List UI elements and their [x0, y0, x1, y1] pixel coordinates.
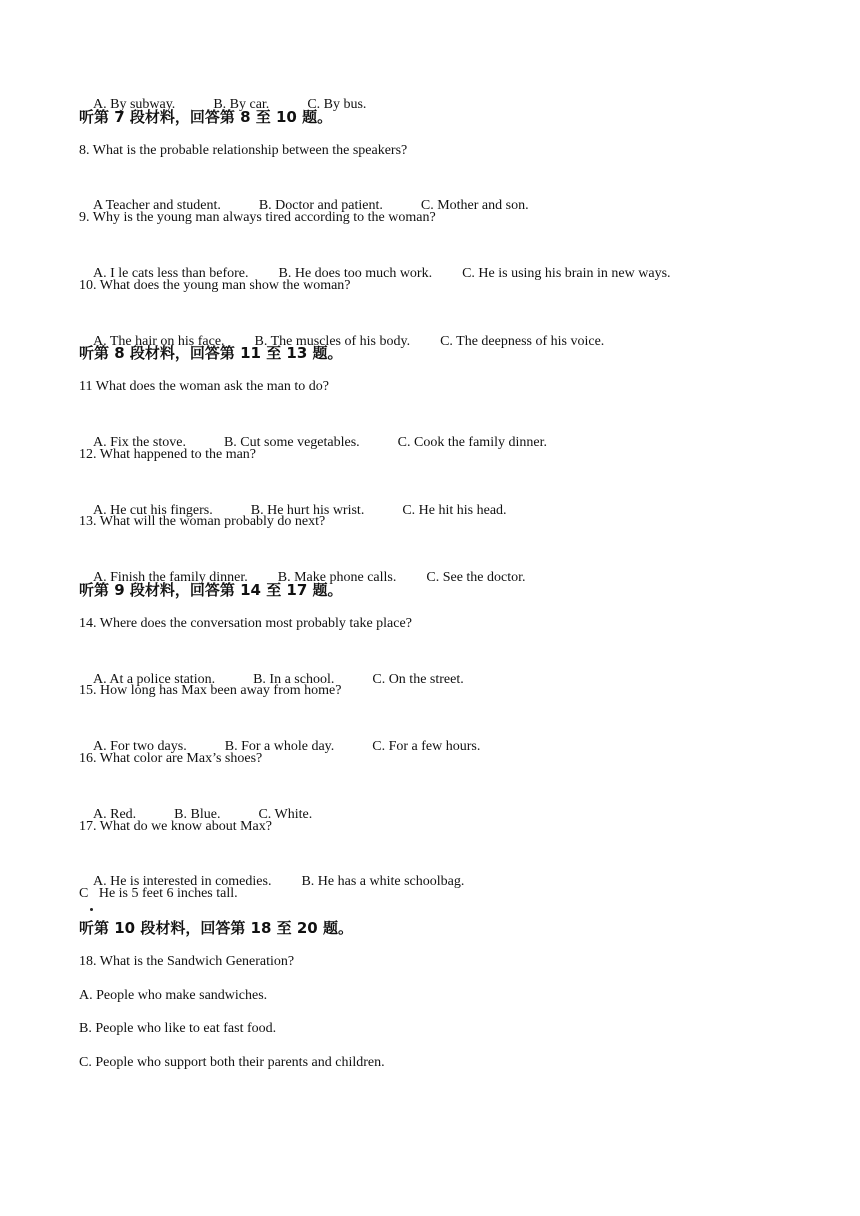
options-line: [79, 478, 799, 518]
option-b: B. Cut some vegetables.: [223, 434, 360, 450]
question-15: 15. How long has Max been away from home?: [79, 683, 342, 699]
options-line: [79, 545, 799, 586]
question-9: 9. Why is the young man always tired according to the woman?: [79, 210, 436, 226]
option-c: C. See the doctor.: [426, 570, 526, 586]
question-14: 14. Where does the conversation most probably take place?: [79, 615, 412, 631]
option-c: C. Cook the family dinner.: [397, 434, 547, 450]
options-line: [79, 782, 799, 822]
section-heading: 听第 9 段材料，回答第 14 至 17 题。: [79, 580, 343, 599]
question-16: 16. What color are Max’s shoes?: [79, 750, 263, 766]
option-c: C. For a few hours.: [372, 739, 481, 755]
option-c-line: C He is 5 feet 6 inches tall.: [79, 886, 238, 902]
option-a: A. He is interested in comedies.: [93, 874, 272, 890]
section-heading: 听第 10 段材料，回答第 18 至 20 题。: [79, 918, 353, 937]
question-8: 8. What is the probable relationship between the speakers?: [79, 142, 408, 158]
option-b: B. He does too much work.: [278, 265, 433, 281]
options-line: [79, 849, 799, 890]
option-a: A. Red.: [93, 806, 137, 822]
section-heading: 听第 7 段材料，回答第 8 至 10 题。: [79, 107, 333, 126]
options-line: [79, 410, 799, 450]
option-b: B. In a school.: [253, 671, 335, 687]
option-b: B. The muscles of his body.: [254, 333, 411, 349]
option-a: A. For two days.: [93, 739, 187, 755]
options-line: [79, 309, 799, 349]
option-b: B. For a whole day.: [224, 739, 335, 755]
option-c: C. He hit his head.: [402, 502, 507, 518]
option-a: A. I le cats less than before.: [93, 265, 249, 281]
question-13: 13. What will the woman probably do next?: [79, 514, 326, 530]
question-17: 17. What do we know about Max?: [79, 818, 272, 834]
option-a: A. Fix the stove.: [93, 434, 186, 450]
options-line: [79, 241, 799, 281]
option-a: A. By subway.: [93, 97, 176, 112]
options-line: [79, 173, 799, 214]
option-c: C. Mother and son.: [420, 198, 529, 214]
option-b: B. Blue.: [174, 806, 221, 822]
options-line: [79, 647, 799, 687]
stray-dot-mark: [90, 908, 93, 911]
option-b: B. Make phone calls.: [277, 570, 397, 586]
option-a: A. Finish the family dinner.: [93, 570, 248, 586]
option-b: B. He hurt his wrist.: [250, 502, 365, 518]
option-c: C. By bus.: [307, 97, 367, 112]
option-c: C. White.: [258, 806, 313, 822]
option-a-line: A. People who make sandwiches.: [79, 987, 268, 1003]
option-c: C. The deepness of his voice.: [440, 333, 605, 349]
section-heading: 听第 8 段材料，回答第 11 至 13 题。: [79, 344, 343, 363]
option-a: A. At a police station.: [93, 671, 216, 687]
options-line: [79, 72, 799, 112]
option-b-line: B. People who like to eat fast food.: [79, 1021, 277, 1037]
option-b: B. Doctor and patient.: [258, 198, 383, 214]
option-a: A. The hair on his face.: [93, 333, 225, 349]
option-b: B. He has a white schoolbag.: [301, 874, 465, 890]
option-a: A. He cut his fingers.: [93, 502, 213, 518]
option-b: B. By car.: [213, 97, 270, 112]
question-11: 11 What does the woman ask the man to do?: [79, 379, 329, 395]
question-10: 10. What does the young man show the woman?: [79, 277, 351, 293]
options-line: [79, 714, 799, 755]
option-c-line: C. People who support both their parents and children.: [79, 1055, 385, 1071]
option-c: C. On the street.: [372, 671, 464, 687]
option-c: C. He is using his brain in new ways.: [462, 265, 671, 281]
question-12: 12. What happened to the man?: [79, 446, 257, 462]
document-page: [79, 72, 799, 1086]
question-18: 18. What is the Sandwich Generation?: [79, 953, 295, 969]
option-a: A Teacher and student.: [93, 198, 221, 214]
